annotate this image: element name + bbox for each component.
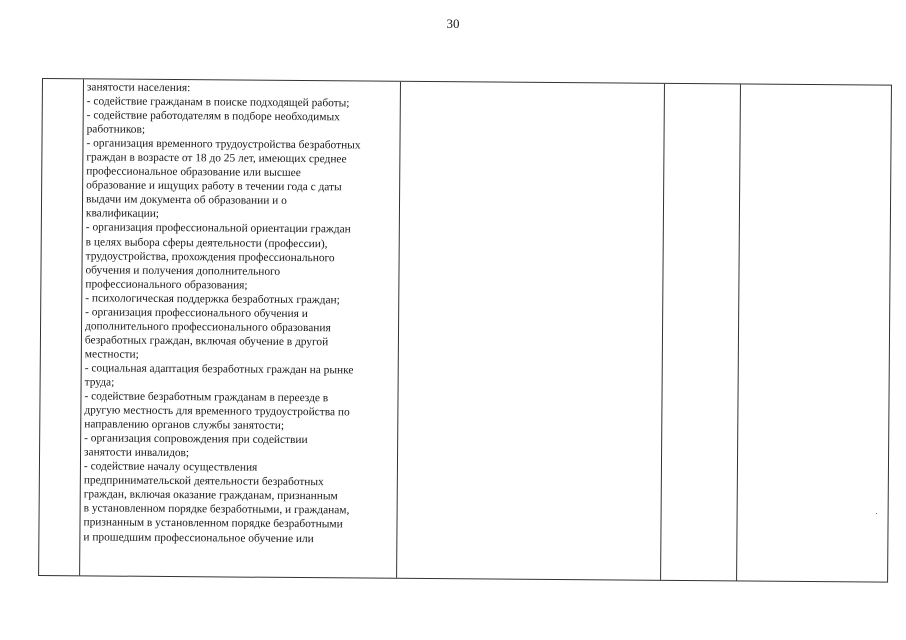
text-line: граждан в возрасте от 18 до 25 лет, имеющих среднее (86, 151, 347, 166)
text-line: трудоустройства, прохождения профессионального (85, 249, 335, 264)
text-line: - содействие безработным гражданам в переезде в (84, 390, 329, 405)
text-line: - организация профессионального обучения и (85, 306, 308, 320)
text-line: безработных граждан, включая обучение в другой (84, 334, 329, 349)
text-line: занятости инвалидов; (84, 446, 190, 460)
text-line: и прошедшим профессиональное обучение или (83, 530, 314, 545)
text-line: обучения и получения дополнительного (85, 263, 281, 278)
table (38, 78, 892, 583)
table-cell-text (83, 80, 399, 546)
text-line: профессионального образования; (85, 278, 248, 292)
scan-speck (876, 513, 877, 514)
text-line: образование и ищущих работу в течении года с даты (86, 179, 342, 194)
text-line: - организация временного трудоустройства безработных (86, 137, 361, 152)
page-number: 30 (446, 16, 460, 31)
text-line: в установленном порядке безработными, и гражданам, (83, 502, 350, 517)
text-line: - организация сопровождения при содействии (84, 432, 308, 447)
text-line: работников; (86, 123, 146, 136)
text-line: - содействие работодателям в подборе необходимых (86, 109, 340, 124)
text-line: выдачи им документа об образовании и о (85, 193, 287, 208)
text-line: - социальная адаптация безработных граждан на рынке (84, 362, 354, 377)
text-line: местности; (84, 348, 139, 361)
text-line: другую местность для временного трудоустройства по (84, 404, 350, 419)
text-line: дополнительного профессионального образования (85, 320, 331, 335)
text-line: в целях выбора сферы деятельности (профессии), (85, 235, 328, 250)
text-line: квалификации; (85, 207, 160, 221)
text-line: профессиональное образование или высшее (86, 165, 301, 180)
text-line: - содействие гражданам в поиске подходящей работы; (86, 95, 350, 110)
text-line: предпринимательской деятельности безработных (83, 474, 324, 489)
text-line: граждан, включая оказание гражданам, признанным (83, 488, 338, 503)
text-line: труда; (84, 376, 115, 389)
text-line: - содействие началу осуществления (83, 460, 258, 474)
text-line: - психологическая поддержка безработных граждан; (85, 292, 340, 307)
text-line: занятости населения: (86, 81, 191, 95)
text-line: признанным в установленном порядке безработными (83, 516, 343, 531)
text-line: - организация профессиональной ориентации граждан (85, 221, 351, 236)
column-divider (736, 84, 741, 580)
text-line: направлению органов службы занятости; (84, 418, 285, 433)
column-divider (660, 84, 665, 580)
